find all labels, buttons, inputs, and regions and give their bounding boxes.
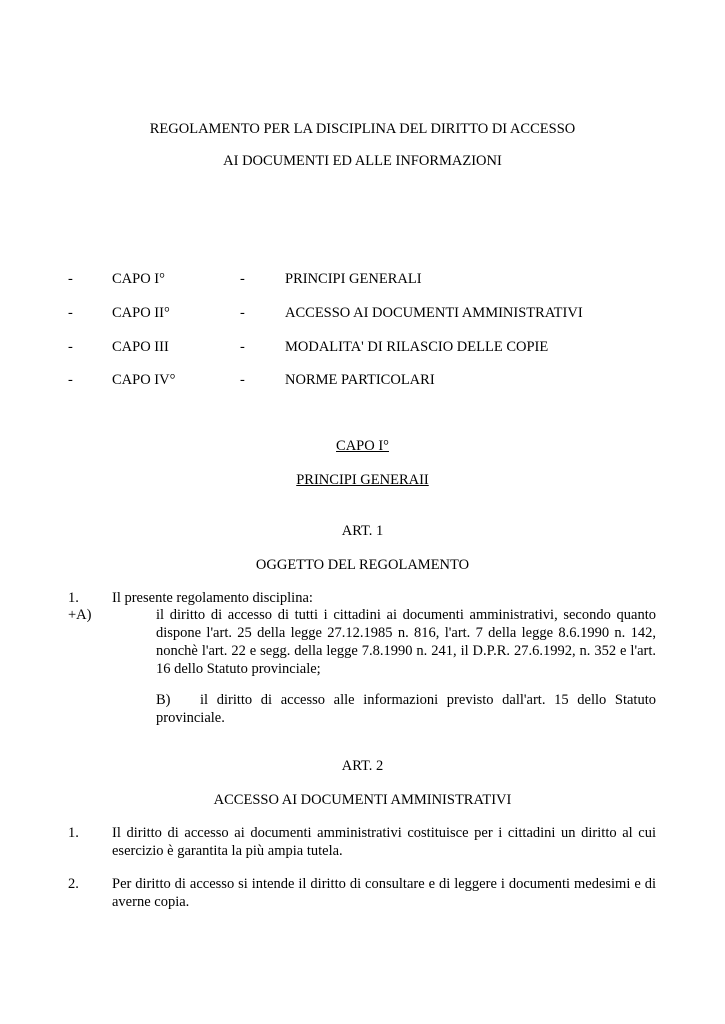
art-1-item-text: Il presente regolamento disciplina:: [112, 590, 313, 606]
capo-heading: CAPO I°: [336, 438, 389, 454]
art-2-item-line: Il diritto di accesso ai documenti amministrativi costituisce per i cittadini un diritto al cui: [112, 825, 656, 841]
toc-capo-label: CAPO III: [112, 339, 169, 355]
toc-capo-title: PRINCIPI GENERALI: [285, 271, 422, 287]
art-1-point-a-line: il diritto di accesso di tutti i cittadini ai documenti amministrativi, secondo quanto: [156, 607, 656, 623]
art-2-item-line: esercizio è garantita la più ampia tutela.: [112, 843, 343, 859]
toc-capo-title: MODALITA' DI RILASCIO DELLE COPIE: [285, 339, 549, 355]
toc-dash: -: [68, 339, 73, 355]
art-2-item-number: 2.: [68, 876, 79, 892]
art-2-item-line: Per diritto di accesso si intende il diritto di consultare e di leggere i documenti medesimi e di: [112, 876, 656, 892]
toc-dash: -: [68, 271, 73, 287]
art-1-point-a-line: 16 dello Statuto provinciale;: [156, 661, 321, 677]
document-title-line2: AI DOCUMENTI ED ALLE INFORMAZIONI: [223, 153, 502, 169]
art-1-point-b-label: B): [156, 692, 171, 708]
toc-separator: -: [240, 271, 245, 287]
toc-dash: -: [68, 372, 73, 388]
toc-separator: -: [240, 305, 245, 321]
toc-capo-title: ACCESSO AI DOCUMENTI AMMINISTRATIVI: [285, 305, 583, 321]
art-2-item-number: 1.: [68, 825, 79, 841]
art-1-point-b-line: il diritto di accesso alle informazioni previsto dall'art. 15 dello Statuto: [200, 692, 656, 708]
art-2-item-line: averne copia.: [112, 894, 190, 910]
art-1-heading: ART. 1: [341, 523, 384, 539]
toc-capo-label: CAPO II°: [112, 305, 170, 321]
toc-capo-label: CAPO I°: [112, 271, 165, 287]
toc-capo-title: NORME PARTICOLARI: [285, 372, 435, 388]
art-1-point-a-label: +A): [68, 607, 92, 623]
toc-separator: -: [240, 339, 245, 355]
art-2-heading: ART. 2: [341, 758, 384, 774]
art-1-point-a-line: dispone l'art. 25 della legge 27.12.1985 n. 816, l'art. 7 della legge 8.6.1990 n. 142,: [156, 625, 656, 641]
toc-separator: -: [240, 372, 245, 388]
document-title-line1: REGOLAMENTO PER LA DISCIPLINA DEL DIRITTO DI ACCESSO: [149, 121, 576, 137]
art-1-item-number: 1.: [68, 590, 79, 606]
art-1-point-b-line: provinciale.: [156, 710, 225, 726]
art-2-subheading: ACCESSO AI DOCUMENTI AMMINISTRATIVI: [213, 792, 512, 808]
art-1-point-a-line: nonchè l'art. 22 e segg. della legge 7.8.1990 n. 241, il D.P.R. 27.6.1992, n. 352 e l'art.: [156, 643, 656, 659]
toc-dash: -: [68, 305, 73, 321]
art-1-subheading: OGGETTO DEL REGOLAMENTO: [255, 557, 470, 573]
capo-subheading: PRINCIPI GENERAII: [296, 472, 429, 488]
toc-capo-label: CAPO IV°: [112, 372, 176, 388]
